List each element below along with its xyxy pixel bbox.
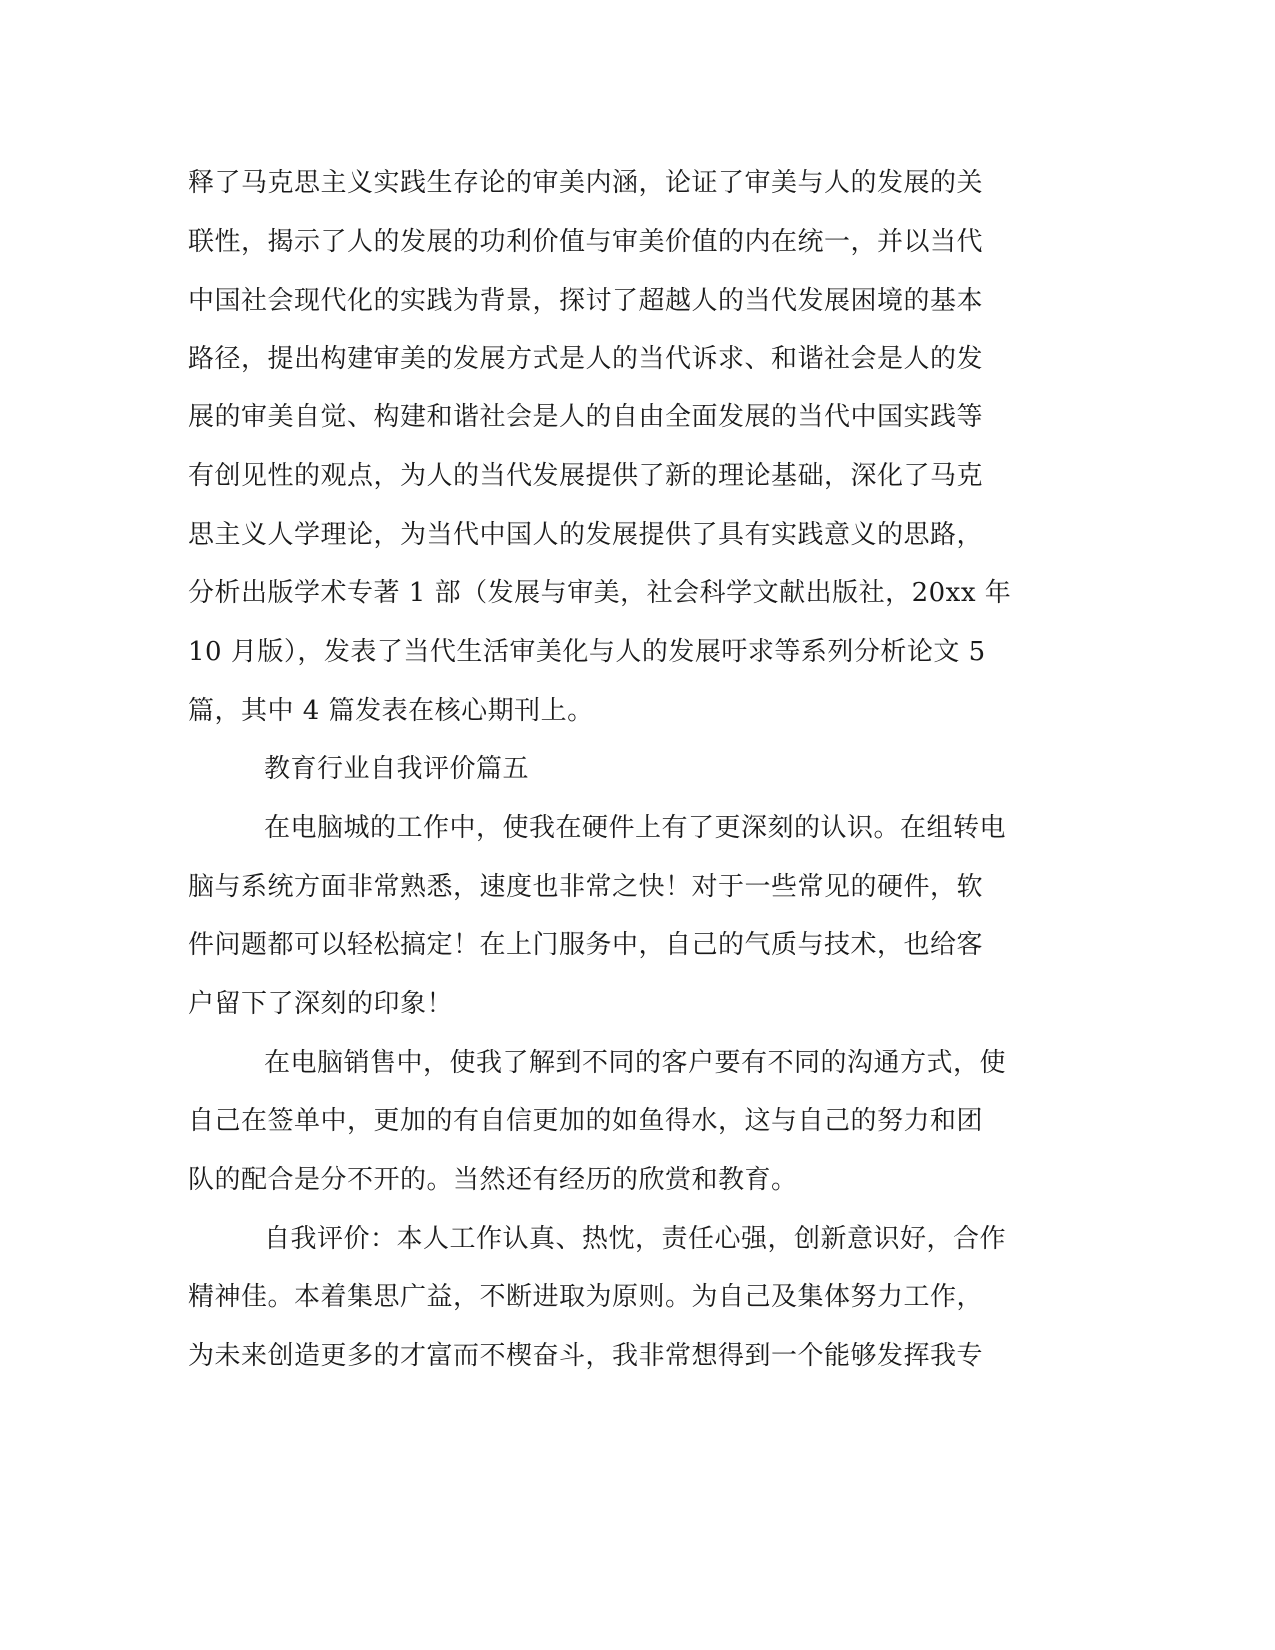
paragraph-line: 户留下了深刻的印象！ bbox=[188, 989, 454, 1019]
paragraph-line: 为未来创造更多的才富而不楔奋斗，我非常想得到一个能够发挥我专 bbox=[188, 1341, 984, 1371]
paragraph-line: 件问题都可以轻松搞定！在上门服务中，自己的气质与技术，也给客 bbox=[188, 930, 984, 960]
paragraph-line: 有创见性的观点，为人的当代发展提供了新的理论基础，深化了马克 bbox=[188, 461, 984, 491]
paragraph-line: 思主义人学理论，为当代中国人的发展提供了具有实践意义的思路， bbox=[188, 520, 984, 550]
paragraph-line: 分析出版学术专著 1 部（发展与审美，社会科学文献出版社，20xx 年 bbox=[188, 578, 1012, 608]
paragraph-line: 路径，提出构建审美的发展方式是人的当代诉求、和谐社会是人的发 bbox=[188, 344, 984, 374]
paragraph-line: 自己在签单中，更加的有自信更加的如鱼得水，这与自己的努力和团 bbox=[188, 1106, 984, 1136]
paragraph-line: 联性，揭示了人的发展的功利价值与审美价值的内在统一，并以当代 bbox=[188, 227, 984, 257]
section-heading: 教育行业自我评价篇五 bbox=[264, 754, 530, 784]
paragraph-line: 10 月版），发表了当代生活审美化与人的发展吁求等系列分析论文 5 bbox=[188, 637, 986, 667]
paragraph-line: 在电脑销售中，使我了解到不同的客户要有不同的沟通方式，使 bbox=[264, 1048, 1007, 1078]
paragraph-line: 自我评价：本人工作认真、热忱，责任心强，创新意识好，合作 bbox=[264, 1224, 1007, 1254]
paragraph-line: 脑与系统方面非常熟悉，速度也非常之快！对于一些常见的硬件，软 bbox=[188, 872, 984, 902]
paragraph-line: 中国社会现代化的实践为背景，探讨了超越人的当代发展困境的基本 bbox=[188, 286, 984, 316]
paragraph-line: 篇，其中 4 篇发表在核心期刊上。 bbox=[188, 696, 594, 726]
paragraph-line: 展的审美自觉、构建和谐社会是人的自由全面发展的当代中国实践等 bbox=[188, 402, 984, 432]
paragraph-line: 精神佳。本着集思广益，不断进取为原则。为自己及集体努力工作， bbox=[188, 1282, 984, 1312]
paragraph-line: 在电脑城的工作中，使我在硬件上有了更深刻的认识。在组转电 bbox=[264, 813, 1007, 843]
paragraph-line: 释了马克思主义实践生存论的审美内涵，论证了审美与人的发展的关 bbox=[188, 168, 984, 198]
paragraph-line: 队的配合是分不开的。当然还有经历的欣赏和教育。 bbox=[188, 1165, 798, 1195]
